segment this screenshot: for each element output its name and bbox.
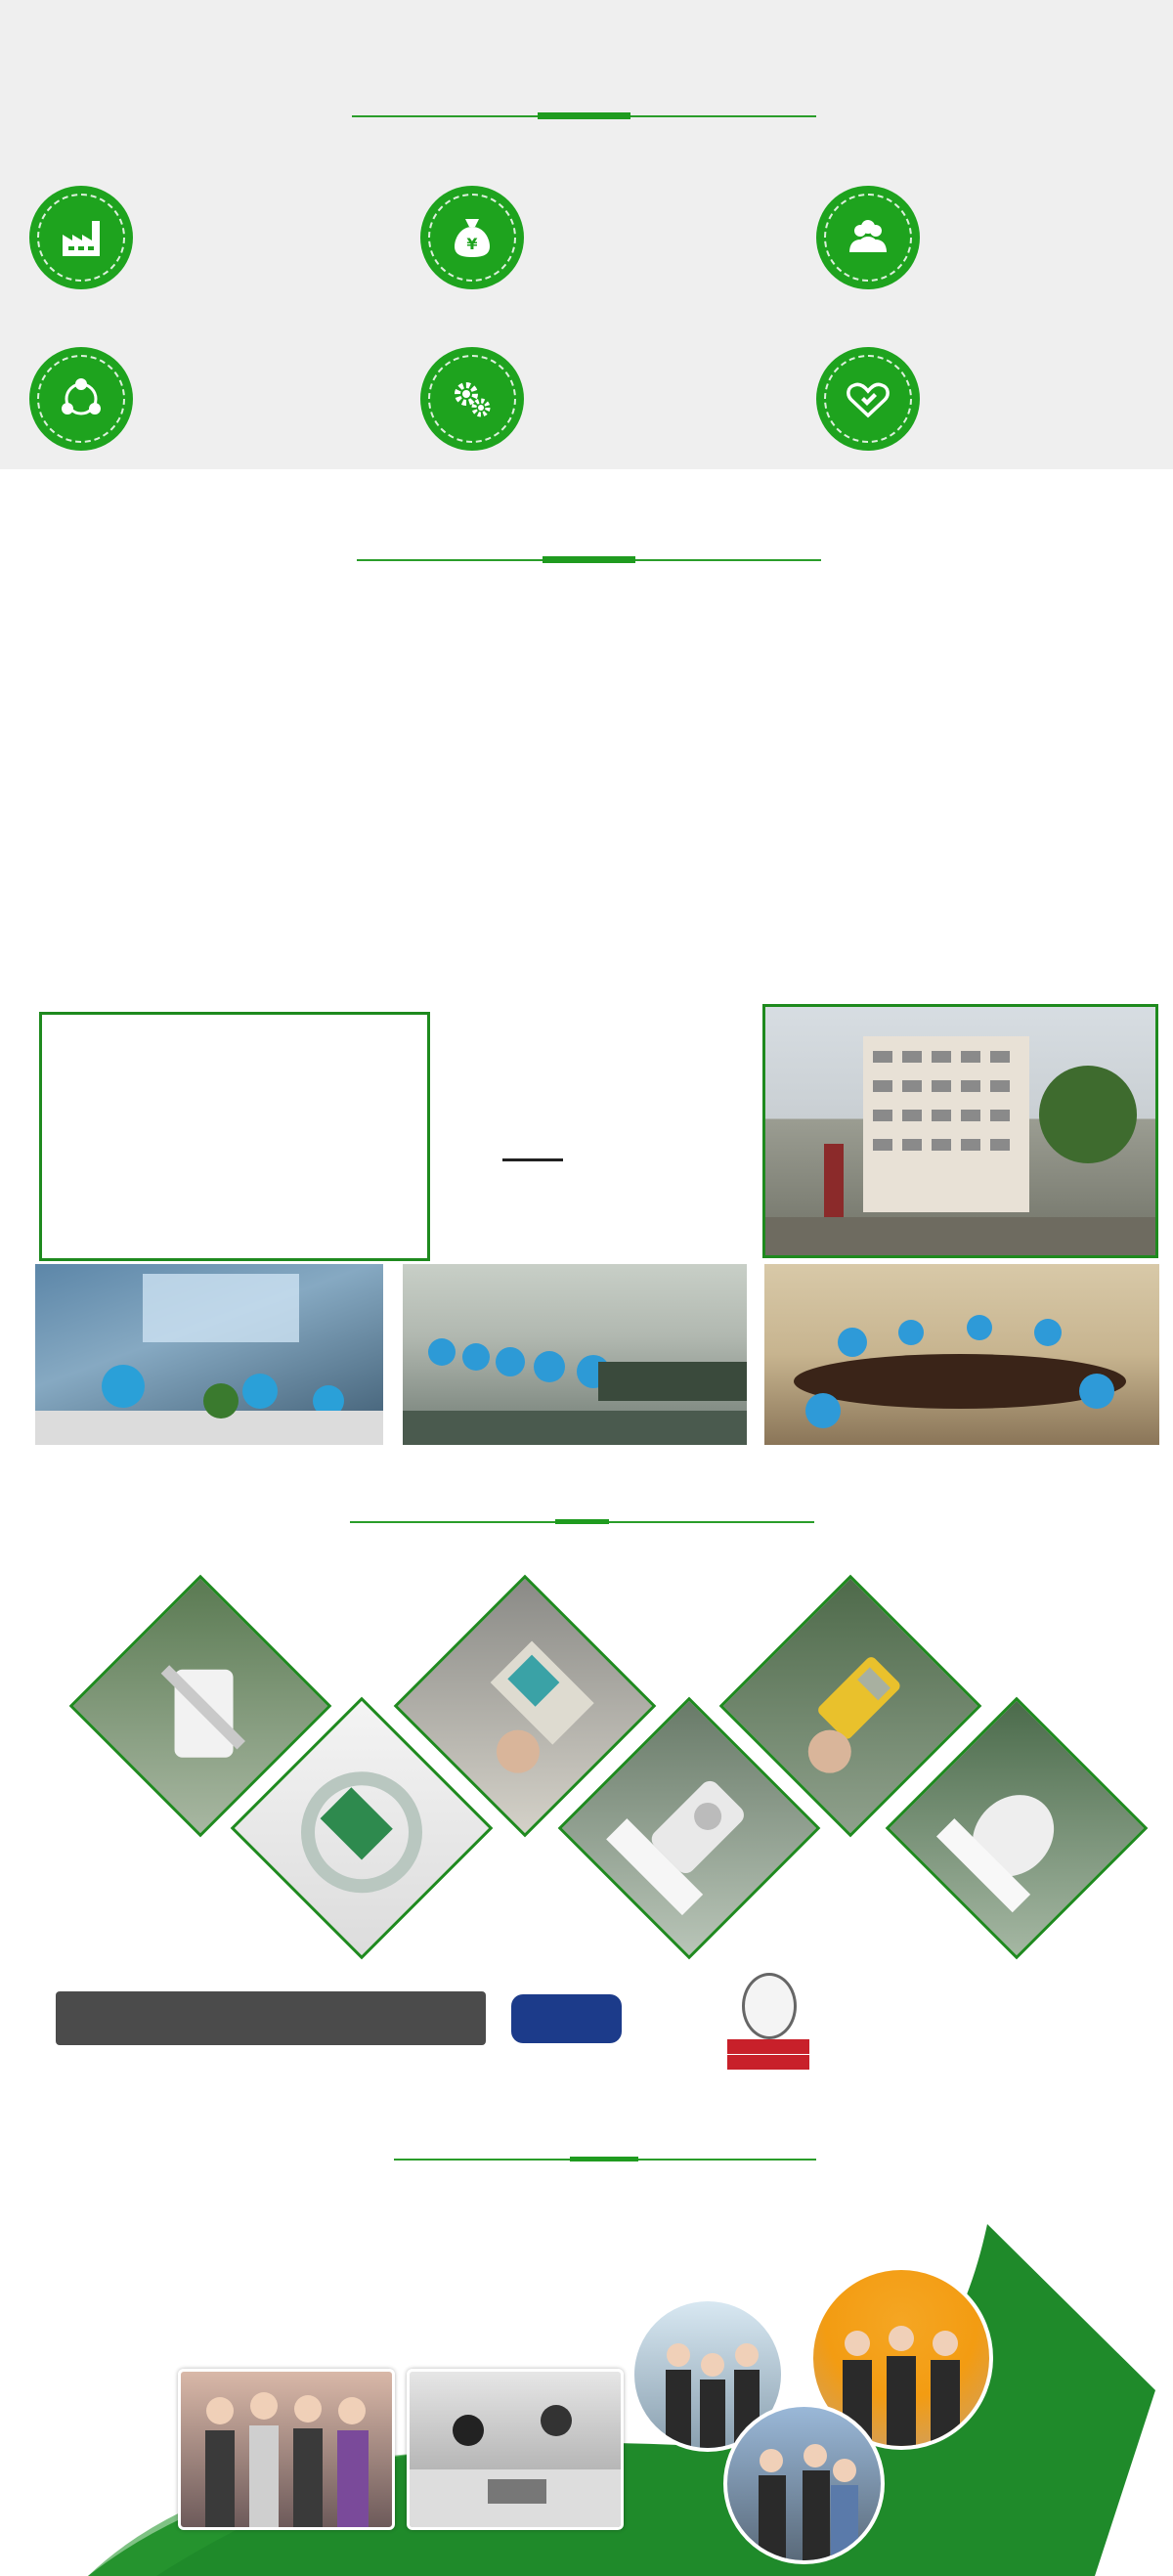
money-bag-icon [420, 186, 524, 289]
factory-icon [29, 186, 133, 289]
cycle-icon [29, 347, 133, 451]
heart-handshake-icon [816, 347, 920, 451]
bureau-veritas-logo [725, 1973, 811, 2071]
client-circle-expo-3 [723, 2403, 885, 2564]
supplier-certificate [39, 1012, 430, 1261]
quality-title-rule [350, 1521, 814, 1523]
client-photo-group [178, 2369, 395, 2530]
bureau-veritas-seal-icon [742, 1973, 797, 2039]
intertek-logo [511, 1994, 622, 2043]
factory-building-photo [762, 1004, 1158, 1258]
why-choose-us-section [0, 0, 1173, 469]
gears-icon [420, 347, 524, 451]
team-icon [816, 186, 920, 289]
sgs-underline [502, 1158, 563, 1161]
office-reception-photo [35, 1264, 383, 1445]
about-title-rule [357, 559, 821, 561]
third-party-inspection-banner [56, 1991, 486, 2045]
why-title-rule [352, 115, 816, 117]
meeting-room-photo [764, 1264, 1159, 1445]
svg-text:¥: ¥ [466, 235, 478, 253]
clients-title-rule [394, 2159, 816, 2161]
production-line-photo [403, 1264, 747, 1445]
client-photo-meeting [407, 2369, 624, 2530]
